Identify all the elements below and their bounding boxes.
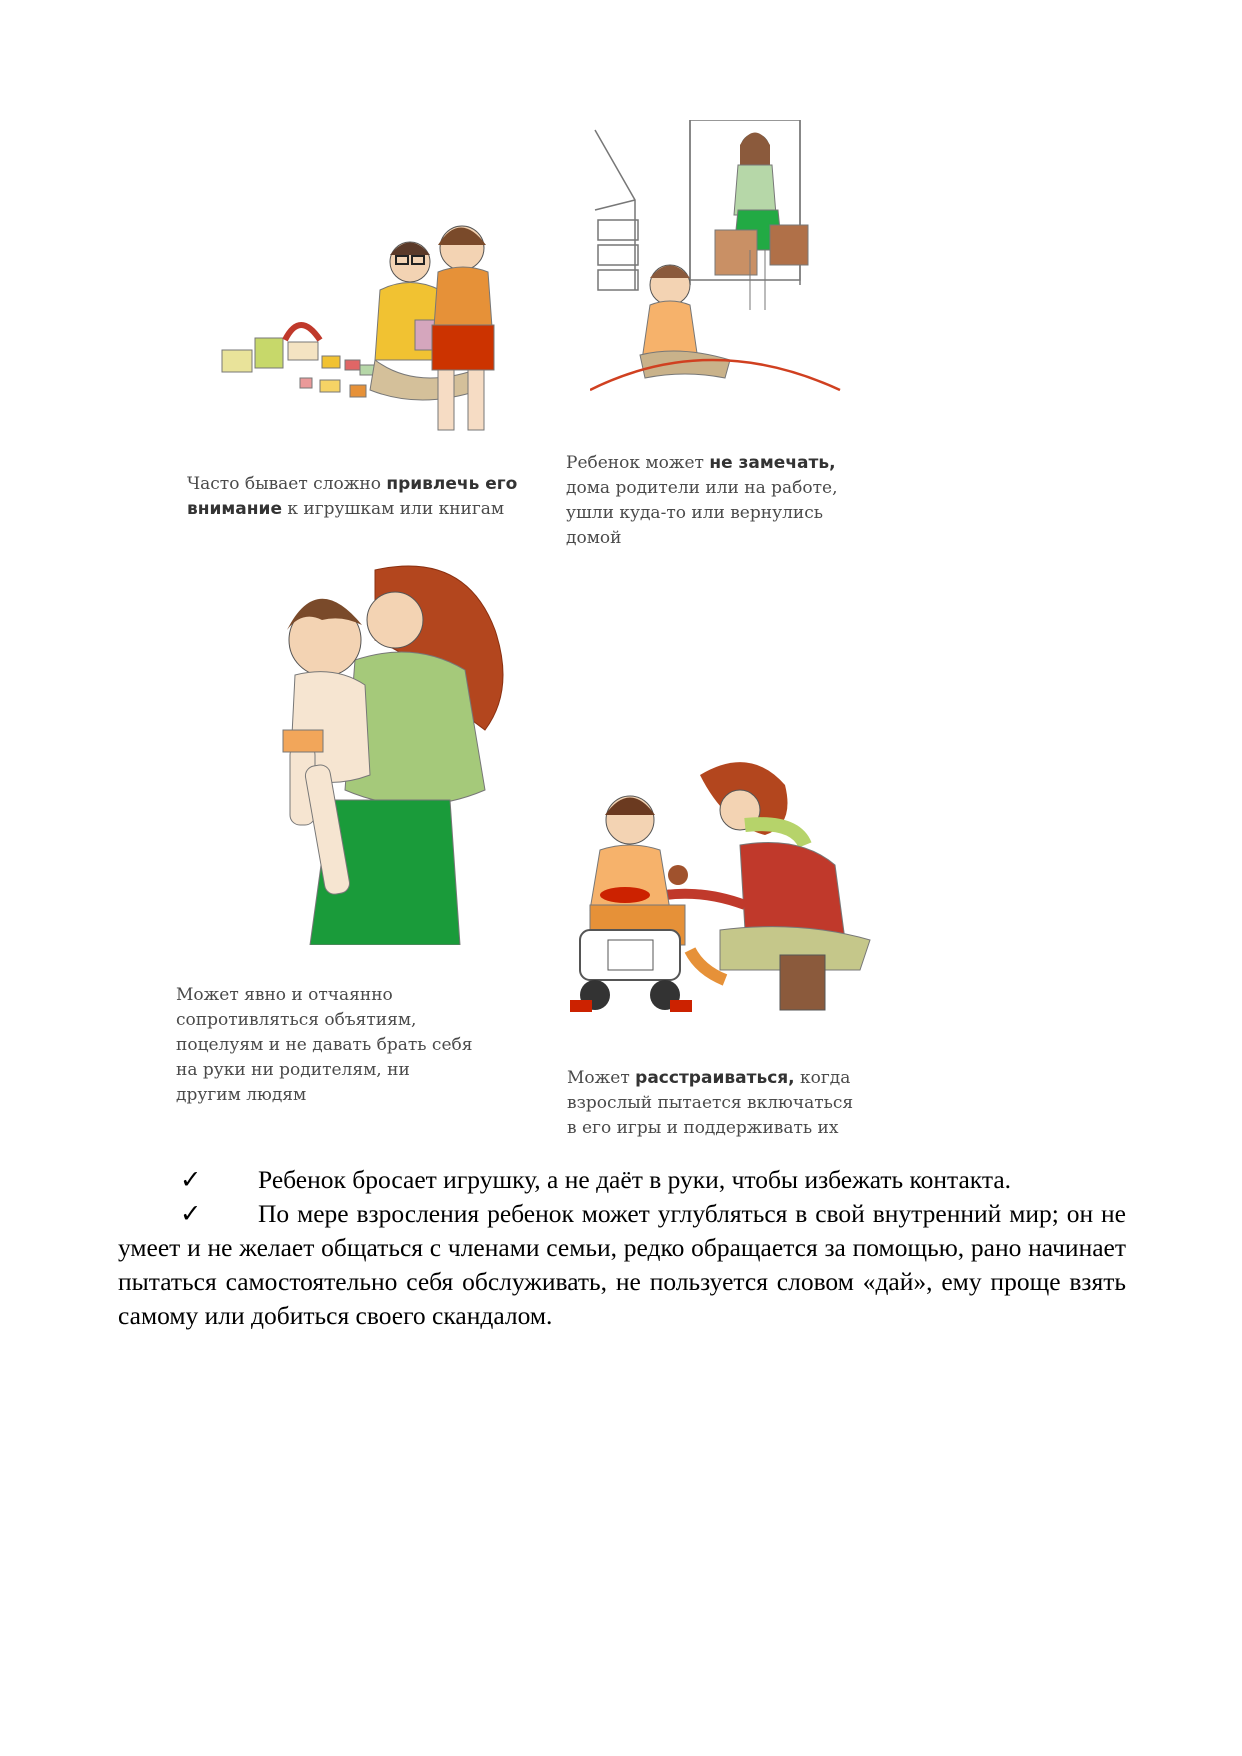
caption-text: к игрушкам или книгам <box>281 499 505 519</box>
caption-text: дома родители или на работе, ушли куда-то или вернулись домой <box>566 478 838 548</box>
caption-text: Может явно и отчаянно сопротивляться объятиям, поцелуям и не давать брать себя на руки ни родителям, ни другим людям <box>176 985 473 1105</box>
caption-gets-upset <box>567 1066 867 1141</box>
body-text <box>118 1163 1126 1333</box>
paragraph-text: По мере взросления ребенок может углубляться в свой внутренний мир; он не умеет и не желает общаться с членами семьи, редко обращается за помощью, рано начинает пытаться самостоятельно себя обслуживать, не пользуется словом «дай», ему проще взять самому или добиться своего скандалом. <box>118 1199 1126 1330</box>
checkmark-icon: ✓ <box>180 1165 202 1194</box>
illustration-child-mother-door <box>590 120 850 450</box>
caption-attention <box>187 472 527 522</box>
caption-text: Может <box>567 1068 636 1088</box>
bullet-paragraph <box>118 1197 1126 1333</box>
caption-bold-text: привлечь его внимание <box>187 474 518 519</box>
caption-text: Часто бывает сложно <box>187 474 387 494</box>
caption-bold-text: расстраиваться, <box>635 1068 795 1088</box>
paragraph-text: Ребенок бросает игрушку, а не даёт в руки, чтобы избежать контакта. <box>258 1165 1012 1194</box>
caption-bold-text: не замечать, <box>709 453 836 473</box>
bullet-paragraph <box>118 1163 1126 1197</box>
caption-resists-hugs <box>176 983 476 1108</box>
caption-text: когда взрослый пытается включаться в его игры и поддерживать их <box>567 1068 854 1138</box>
illustration-mother-holding-child <box>255 550 525 945</box>
illustration-mother-child-car <box>570 755 895 1030</box>
illustration-father-child <box>200 210 540 460</box>
caption-text: Ребенок может <box>566 453 710 473</box>
caption-not-noticing <box>566 451 856 551</box>
checkmark-icon: ✓ <box>180 1199 202 1228</box>
